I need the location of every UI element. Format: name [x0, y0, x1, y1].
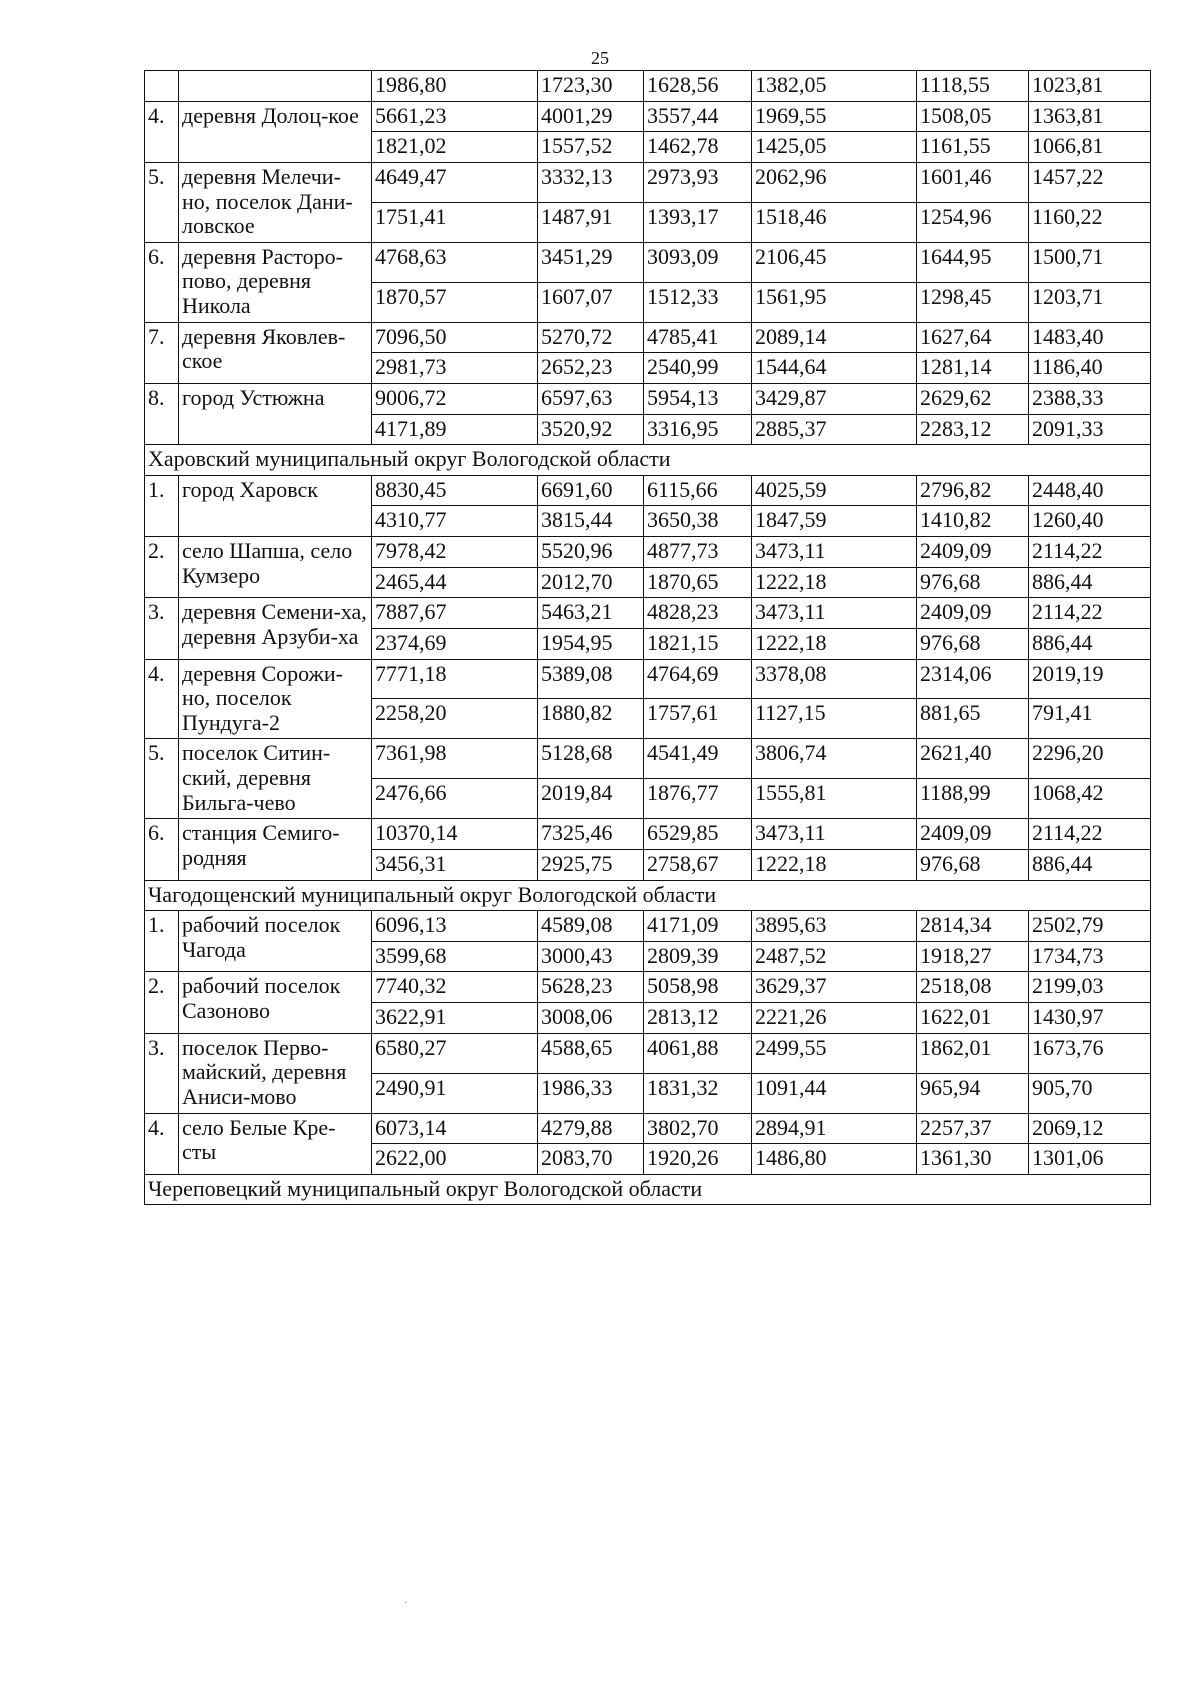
- value-cell: 1127,15: [752, 699, 917, 739]
- section-title: Череповецкий муниципальный округ Вологодской области: [145, 1174, 1151, 1205]
- table-row: [145, 819, 1151, 850]
- value-cell: 4541,49: [644, 739, 752, 779]
- value-cell: 2257,37: [917, 1113, 1029, 1144]
- value-cell: 2981,73: [372, 353, 538, 384]
- value-cell: 3895,63: [752, 911, 917, 942]
- value-cell: 2894,91: [752, 1113, 917, 1144]
- value-cell: 2448,40: [1029, 475, 1151, 506]
- value-cell: 1751,41: [372, 202, 538, 242]
- settlement-name: город Харовск: [179, 475, 372, 536]
- value-cell: 1254,96: [917, 202, 1029, 242]
- value-cell: 8830,45: [372, 475, 538, 506]
- value-cell: 1831,32: [644, 1073, 752, 1113]
- value-cell: 1203,71: [1029, 282, 1151, 322]
- value-cell: 1160,22: [1029, 202, 1151, 242]
- value-cell: 3802,70: [644, 1113, 752, 1144]
- value-cell: 2374,69: [372, 628, 538, 659]
- value-cell: 2487,52: [752, 941, 917, 972]
- row-number: 3.: [145, 1033, 179, 1113]
- value-cell: 5628,23: [538, 972, 644, 1003]
- value-cell: 1544,64: [752, 353, 917, 384]
- table-row: [145, 242, 1151, 282]
- value-cell: 1462,78: [644, 132, 752, 163]
- value-cell: 2796,82: [917, 475, 1029, 506]
- value-cell: 5661,23: [372, 101, 538, 132]
- value-cell: 1601,46: [917, 162, 1029, 202]
- section-title: Чагодощенский муниципальный округ Вологодской области: [145, 880, 1151, 911]
- value-cell: 2083,70: [538, 1144, 644, 1175]
- value-cell: 965,94: [917, 1073, 1029, 1113]
- value-cell: 3429,87: [752, 383, 917, 414]
- value-cell: 10370,14: [372, 819, 538, 850]
- settlement-name: деревня Семени-ха, деревня Арзуби-ха: [179, 598, 372, 659]
- value-cell: 3473,11: [752, 598, 917, 629]
- row-number: 6.: [145, 819, 179, 880]
- value-cell: 1091,44: [752, 1073, 917, 1113]
- value-cell: 2106,45: [752, 242, 917, 282]
- value-cell: 3456,31: [372, 849, 538, 880]
- value-cell: 2409,09: [917, 819, 1029, 850]
- row-number: 2.: [145, 972, 179, 1033]
- value-cell: 7325,46: [538, 819, 644, 850]
- value-cell: 2114,22: [1029, 819, 1151, 850]
- settlement-name: поселок Ситин-ский, деревня Бильга-чево: [179, 739, 372, 819]
- value-cell: 2012,70: [538, 567, 644, 598]
- value-cell: 5520,96: [538, 537, 644, 568]
- value-cell: 1847,59: [752, 506, 917, 537]
- value-cell: 5954,13: [644, 383, 752, 414]
- value-cell: 6529,85: [644, 819, 752, 850]
- value-cell: 2089,14: [752, 322, 917, 353]
- value-cell: 1068,42: [1029, 779, 1151, 819]
- value-cell: 1363,81: [1029, 101, 1151, 132]
- table-row: [145, 972, 1151, 1003]
- value-cell: 1628,56: [644, 71, 752, 102]
- value-cell: 3473,11: [752, 819, 917, 850]
- value-cell: 881,65: [917, 699, 1029, 739]
- tariff-table: [144, 70, 1151, 1205]
- value-cell: 1821,02: [372, 132, 538, 163]
- value-cell: 1734,73: [1029, 941, 1151, 972]
- table-row: [145, 71, 1151, 102]
- settlement-name: деревня Мелечи-но, поселок Дани-ловское: [179, 162, 372, 242]
- value-cell: 3451,29: [538, 242, 644, 282]
- value-cell: 3000,43: [538, 941, 644, 972]
- value-cell: 6115,66: [644, 475, 752, 506]
- value-cell: 2409,09: [917, 537, 1029, 568]
- value-cell: 2296,20: [1029, 739, 1151, 779]
- table-row: [145, 1113, 1151, 1144]
- value-cell: 1555,81: [752, 779, 917, 819]
- value-cell: 4061,88: [644, 1033, 752, 1073]
- row-number: 7.: [145, 322, 179, 383]
- value-cell: 791,41: [1029, 699, 1151, 739]
- row-number: 4.: [145, 1113, 179, 1174]
- value-cell: 6597,63: [538, 383, 644, 414]
- value-cell: 2973,93: [644, 162, 752, 202]
- value-cell: 1920,26: [644, 1144, 752, 1175]
- value-cell: 9006,72: [372, 383, 538, 414]
- value-cell: 1298,45: [917, 282, 1029, 322]
- table-row: [145, 322, 1151, 353]
- value-cell: 1430,97: [1029, 1003, 1151, 1034]
- value-cell: 2062,96: [752, 162, 917, 202]
- value-cell: 2465,44: [372, 567, 538, 598]
- row-number: 5.: [145, 162, 179, 242]
- value-cell: 3378,08: [752, 659, 917, 699]
- value-cell: 1512,33: [644, 282, 752, 322]
- value-cell: 4025,59: [752, 475, 917, 506]
- row-number: 3.: [145, 598, 179, 659]
- value-cell: 2758,67: [644, 849, 752, 880]
- value-cell: 3316,95: [644, 414, 752, 445]
- value-cell: 2809,39: [644, 941, 752, 972]
- value-cell: 976,68: [917, 567, 1029, 598]
- value-cell: 2518,08: [917, 972, 1029, 1003]
- row-number: 4.: [145, 101, 179, 162]
- value-cell: 1487,91: [538, 202, 644, 242]
- value-cell: 1673,76: [1029, 1033, 1151, 1073]
- value-cell: 1118,55: [917, 71, 1029, 102]
- value-cell: 2283,12: [917, 414, 1029, 445]
- row-number: [145, 71, 179, 102]
- value-cell: 886,44: [1029, 849, 1151, 880]
- value-cell: 2476,66: [372, 779, 538, 819]
- value-cell: 4785,41: [644, 322, 752, 353]
- value-cell: 3520,92: [538, 414, 644, 445]
- row-number: 5.: [145, 739, 179, 819]
- value-cell: 1382,05: [752, 71, 917, 102]
- value-cell: 1410,82: [917, 506, 1029, 537]
- value-cell: 1186,40: [1029, 353, 1151, 384]
- value-cell: 4588,65: [538, 1033, 644, 1073]
- value-cell: 3093,09: [644, 242, 752, 282]
- value-cell: 7096,50: [372, 322, 538, 353]
- value-cell: 2652,23: [538, 353, 644, 384]
- value-cell: 2814,34: [917, 911, 1029, 942]
- value-cell: 7887,67: [372, 598, 538, 629]
- table-row: [145, 598, 1151, 629]
- value-cell: 1880,82: [538, 699, 644, 739]
- value-cell: 976,68: [917, 849, 1029, 880]
- value-cell: 1986,33: [538, 1073, 644, 1113]
- value-cell: 1627,64: [917, 322, 1029, 353]
- value-cell: 4768,63: [372, 242, 538, 282]
- value-cell: 1969,55: [752, 101, 917, 132]
- value-cell: 3815,44: [538, 506, 644, 537]
- value-cell: 4279,88: [538, 1113, 644, 1144]
- value-cell: 2019,84: [538, 779, 644, 819]
- value-cell: 3629,37: [752, 972, 917, 1003]
- value-cell: 886,44: [1029, 567, 1151, 598]
- value-cell: 1066,81: [1029, 132, 1151, 163]
- value-cell: 1486,80: [752, 1144, 917, 1175]
- value-cell: 1622,01: [917, 1003, 1029, 1034]
- value-cell: 2621,40: [917, 739, 1029, 779]
- value-cell: 1508,05: [917, 101, 1029, 132]
- value-cell: 2409,09: [917, 598, 1029, 629]
- value-cell: 1260,40: [1029, 506, 1151, 537]
- value-cell: 1607,07: [538, 282, 644, 322]
- value-cell: 1188,99: [917, 779, 1029, 819]
- value-cell: 1301,06: [1029, 1144, 1151, 1175]
- value-cell: 3599,68: [372, 941, 538, 972]
- value-cell: 1393,17: [644, 202, 752, 242]
- value-cell: 2091,33: [1029, 414, 1151, 445]
- value-cell: 6580,27: [372, 1033, 538, 1073]
- value-cell: 4001,29: [538, 101, 644, 132]
- value-cell: 2114,22: [1029, 537, 1151, 568]
- value-cell: 886,44: [1029, 628, 1151, 659]
- value-cell: 2388,33: [1029, 383, 1151, 414]
- table-row: [145, 383, 1151, 414]
- value-cell: 4171,89: [372, 414, 538, 445]
- value-cell: 6691,60: [538, 475, 644, 506]
- value-cell: 1876,77: [644, 779, 752, 819]
- value-cell: 4589,08: [538, 911, 644, 942]
- value-cell: 4877,73: [644, 537, 752, 568]
- page-number: 25: [591, 48, 609, 68]
- value-cell: 7740,32: [372, 972, 538, 1003]
- settlement-name: село Белые Кре-сты: [179, 1113, 372, 1174]
- section-header-row: [145, 880, 1151, 911]
- value-cell: 2502,79: [1029, 911, 1151, 942]
- value-cell: 1644,95: [917, 242, 1029, 282]
- value-cell: 7771,18: [372, 659, 538, 699]
- settlement-name: станция Семиго-родняя: [179, 819, 372, 880]
- settlement-name: город Устюжна: [179, 383, 372, 444]
- table-row: [145, 537, 1151, 568]
- value-cell: 1457,22: [1029, 162, 1151, 202]
- value-cell: 1561,95: [752, 282, 917, 322]
- value-cell: 2019,19: [1029, 659, 1151, 699]
- value-cell: 4764,69: [644, 659, 752, 699]
- value-cell: 1518,46: [752, 202, 917, 242]
- value-cell: 1757,61: [644, 699, 752, 739]
- settlement-name: [179, 71, 372, 102]
- settlement-name: деревня Яковлев-ское: [179, 322, 372, 383]
- row-number: 6.: [145, 242, 179, 322]
- value-cell: 5270,72: [538, 322, 644, 353]
- value-cell: 2199,03: [1029, 972, 1151, 1003]
- value-cell: 2499,55: [752, 1033, 917, 1073]
- scan-dot: ·: [404, 1598, 408, 1609]
- value-cell: 4828,23: [644, 598, 752, 629]
- value-cell: 2221,26: [752, 1003, 917, 1034]
- value-cell: 905,70: [1029, 1073, 1151, 1113]
- value-cell: 1723,30: [538, 71, 644, 102]
- settlement-name: рабочий поселок Сазоново: [179, 972, 372, 1033]
- settlement-name: деревня Долоц-кое: [179, 101, 372, 162]
- value-cell: 2629,62: [917, 383, 1029, 414]
- value-cell: 7978,42: [372, 537, 538, 568]
- row-number: 1.: [145, 475, 179, 536]
- value-cell: 3557,44: [644, 101, 752, 132]
- table-row: [145, 101, 1151, 132]
- value-cell: 3806,74: [752, 739, 917, 779]
- row-number: 8.: [145, 383, 179, 444]
- value-cell: 1222,18: [752, 567, 917, 598]
- table-row: [145, 739, 1151, 779]
- value-cell: 1222,18: [752, 849, 917, 880]
- value-cell: 6096,13: [372, 911, 538, 942]
- value-cell: 1425,05: [752, 132, 917, 163]
- value-cell: 3332,13: [538, 162, 644, 202]
- value-cell: 1870,57: [372, 282, 538, 322]
- value-cell: 1222,18: [752, 628, 917, 659]
- value-cell: 1918,27: [917, 941, 1029, 972]
- row-number: 2.: [145, 537, 179, 598]
- value-cell: 1483,40: [1029, 322, 1151, 353]
- value-cell: 2069,12: [1029, 1113, 1151, 1144]
- value-cell: 3473,11: [752, 537, 917, 568]
- settlement-name: село Шапша, село Кумзеро: [179, 537, 372, 598]
- table-row: [145, 162, 1151, 202]
- section-header-row: [145, 1174, 1151, 1205]
- section-title: Харовский муниципальный округ Вологодской области: [145, 445, 1151, 476]
- value-cell: 1281,14: [917, 353, 1029, 384]
- value-cell: 2490,91: [372, 1073, 538, 1113]
- value-cell: 1986,80: [372, 71, 538, 102]
- value-cell: 4649,47: [372, 162, 538, 202]
- table-row: [145, 659, 1151, 699]
- value-cell: 2314,06: [917, 659, 1029, 699]
- settlement-name: поселок Перво-майский, деревня Аниси-мово: [179, 1033, 372, 1113]
- value-cell: 1500,71: [1029, 242, 1151, 282]
- value-cell: 2813,12: [644, 1003, 752, 1034]
- table-row: [145, 1033, 1151, 1073]
- value-cell: 1023,81: [1029, 71, 1151, 102]
- row-number: 1.: [145, 911, 179, 972]
- section-header-row: [145, 445, 1151, 476]
- value-cell: 3008,06: [538, 1003, 644, 1034]
- value-cell: 5463,21: [538, 598, 644, 629]
- value-cell: 1161,55: [917, 132, 1029, 163]
- value-cell: 3622,91: [372, 1003, 538, 1034]
- value-cell: 2540,99: [644, 353, 752, 384]
- table-row: [145, 911, 1151, 942]
- value-cell: 2885,37: [752, 414, 917, 445]
- value-cell: 1821,15: [644, 628, 752, 659]
- value-cell: 1862,01: [917, 1033, 1029, 1073]
- value-cell: 4171,09: [644, 911, 752, 942]
- value-cell: 5058,98: [644, 972, 752, 1003]
- value-cell: 5389,08: [538, 659, 644, 699]
- value-cell: 6073,14: [372, 1113, 538, 1144]
- value-cell: 1954,95: [538, 628, 644, 659]
- value-cell: 4310,77: [372, 506, 538, 537]
- row-number: 4.: [145, 659, 179, 739]
- value-cell: 5128,68: [538, 739, 644, 779]
- value-cell: 1557,52: [538, 132, 644, 163]
- value-cell: 976,68: [917, 628, 1029, 659]
- value-cell: 2925,75: [538, 849, 644, 880]
- value-cell: 3650,38: [644, 506, 752, 537]
- settlement-name: деревня Сорожи-но, поселок Пундуга-2: [179, 659, 372, 739]
- table-row: [145, 475, 1151, 506]
- value-cell: 7361,98: [372, 739, 538, 779]
- value-cell: 2622,00: [372, 1144, 538, 1175]
- value-cell: 2114,22: [1029, 598, 1151, 629]
- value-cell: 2258,20: [372, 699, 538, 739]
- value-cell: 1361,30: [917, 1144, 1029, 1175]
- settlement-name: рабочий поселок Чагода: [179, 911, 372, 972]
- value-cell: 1870,65: [644, 567, 752, 598]
- settlement-name: деревня Расторо-пово, деревня Никола: [179, 242, 372, 322]
